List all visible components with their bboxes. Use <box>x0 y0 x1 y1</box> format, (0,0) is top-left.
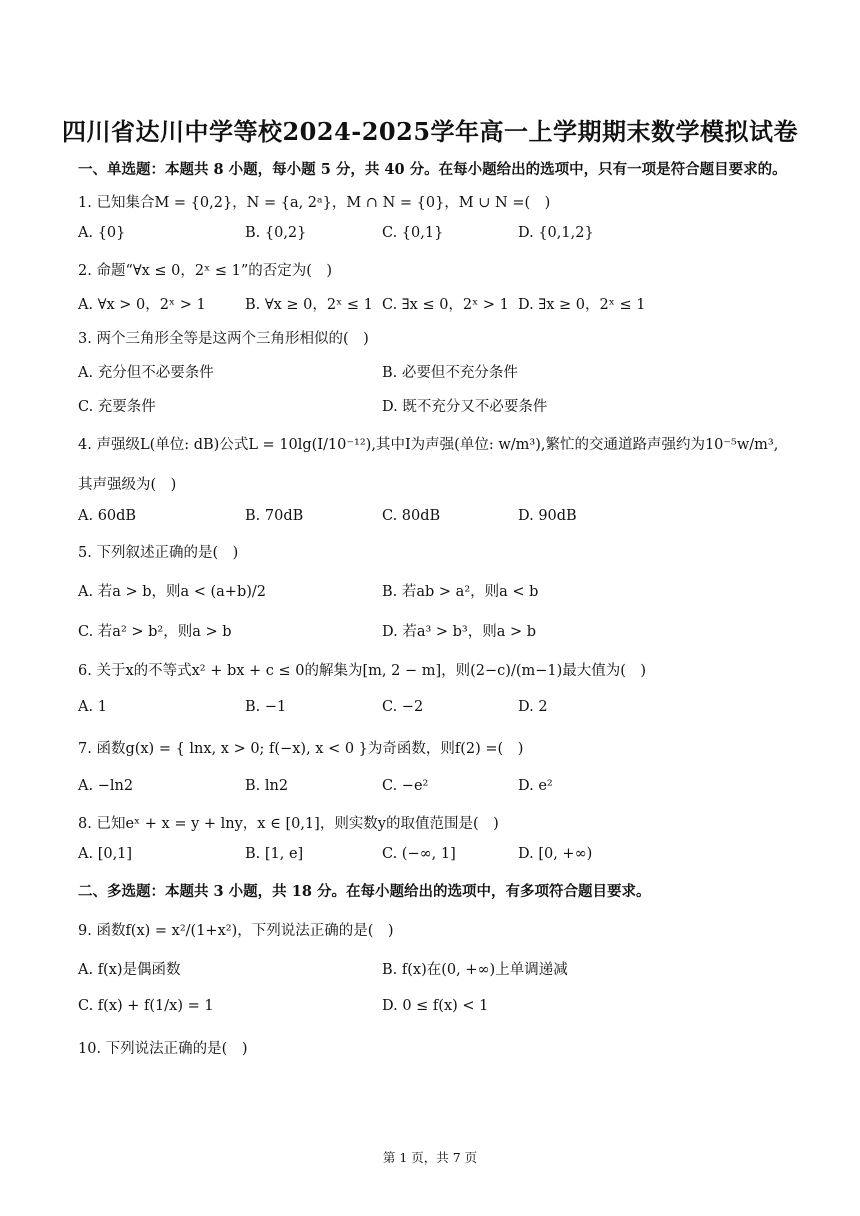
question-8-stem: 8. 已知eˣ + x = y + lny，x ∈ [0,1]，则实数y的取值范围是( ) <box>78 816 499 832</box>
q3-option-c: C. 充要条件 <box>78 399 156 415</box>
q4-option-d: D. 90dB <box>518 508 577 524</box>
section-heading-single-choice: 一、单选题：本题共 8 小题，每小题 5 分，共 40 分。在每小题给出的选项中，只有一项是符合题目要求的。 <box>78 161 787 178</box>
q4-option-c: C. 80dB <box>382 508 441 524</box>
q7-option-d: D. e² <box>518 778 553 794</box>
q9-option-b: B. f(x)在(0, +∞)上单调递减 <box>382 962 568 978</box>
q7-option-a: A. −ln2 <box>78 778 134 794</box>
q5-option-d: D. 若a³ > b³，则a > b <box>382 624 537 640</box>
question-3-stem: 3. 两个三角形全等是这两个三角形相似的( ) <box>78 331 369 347</box>
q3-option-d: D. 既不充分又不必要条件 <box>382 399 548 415</box>
q6-option-b: B. −1 <box>245 699 287 715</box>
q8-option-d: D. [0, +∞) <box>518 846 593 862</box>
q3-option-b: B. 必要但不充分条件 <box>382 365 518 381</box>
q5-option-c: C. 若a² > b²，则a > b <box>78 624 232 640</box>
question-6-stem: 6. 关于x的不等式x² + bx + c ≤ 0的解集为[m, 2 − m]，则(2−c)/(m−1)最大值为( ) <box>78 663 647 679</box>
q5-option-a: A. 若a > b，则a < (a+b)/2 <box>78 584 266 600</box>
section-heading-multiple-choice: 二、多选题：本题共 3 小题，共 18 分。在每小题给出的选项中，有多项符合题目要求。 <box>78 883 651 900</box>
question-4-stem: 4. 声强级L(单位: dB)公式L = 10lg(I/10⁻¹²),其中I为声强(单位: w/m³),繁忙的交通道路声强约为10⁻⁵w/m³, <box>78 437 779 453</box>
q6-option-c: C. −2 <box>382 699 424 715</box>
q7-option-c: C. −e² <box>382 778 429 794</box>
page-footer: 第 1 页，共 7 页 <box>382 1150 478 1165</box>
q2-option-a: A. ∀x > 0，2ˣ > 1 <box>78 297 206 313</box>
q8-option-b: B. [1, e] <box>245 846 304 862</box>
question-10-stem: 10. 下列说法正确的是( ) <box>78 1041 248 1057</box>
q8-option-a: A. [0,1] <box>78 846 133 862</box>
q1-option-b: B. {0,2} <box>245 225 307 241</box>
q6-option-d: D. 2 <box>518 699 548 715</box>
question-5-stem: 5. 下列叙述正确的是( ) <box>78 545 239 561</box>
q9-option-c: C. f(x) + f(1/x) = 1 <box>78 998 214 1014</box>
q9-option-d: D. 0 ≤ f(x) < 1 <box>382 998 489 1014</box>
q8-option-c: C. (−∞, 1] <box>382 846 456 862</box>
question-2-stem: 2. 命题“∀x ≤ 0，2ˣ ≤ 1”的否定为( ) <box>78 263 333 279</box>
q1-option-c: C. {0,1} <box>382 225 444 241</box>
question-4-stem-continued: 其声强级为( ) <box>78 477 177 493</box>
q4-option-b: B. 70dB <box>245 508 304 524</box>
q4-option-a: A. 60dB <box>78 508 137 524</box>
q7-option-b: B. ln2 <box>245 778 289 794</box>
q9-option-a: A. f(x)是偶函数 <box>78 962 181 978</box>
q2-option-c: C. ∃x ≤ 0，2ˣ > 1 <box>382 297 509 313</box>
page-title: 四川省达川中学等校2024-2025学年高一上学期期末数学模拟试卷 <box>61 117 799 146</box>
question-7-stem: 7. 函数g(x) = { lnx, x > 0; f(−x), x < 0 }为奇函数，则f(2) =( ) <box>78 741 524 757</box>
q5-option-b: B. 若ab > a²，则a < b <box>382 584 539 600</box>
q3-option-a: A. 充分但不必要条件 <box>78 365 214 381</box>
q6-option-a: A. 1 <box>78 699 107 715</box>
question-9-stem: 9. 函数f(x) = x²/(1+x²)，下列说法正确的是( ) <box>78 923 394 939</box>
question-1-stem: 1. 已知集合M = {0,2}，N = {a, 2ᵃ}，M ∩ N = {0}，M ∪ N =( ) <box>78 195 551 211</box>
q1-option-d: D. {0,1,2} <box>518 225 594 241</box>
q2-option-d: D. ∃x ≥ 0，2ˣ ≤ 1 <box>518 297 646 313</box>
q2-option-b: B. ∀x ≥ 0，2ˣ ≤ 1 <box>245 297 373 313</box>
q1-option-a: A. {0} <box>78 225 126 241</box>
